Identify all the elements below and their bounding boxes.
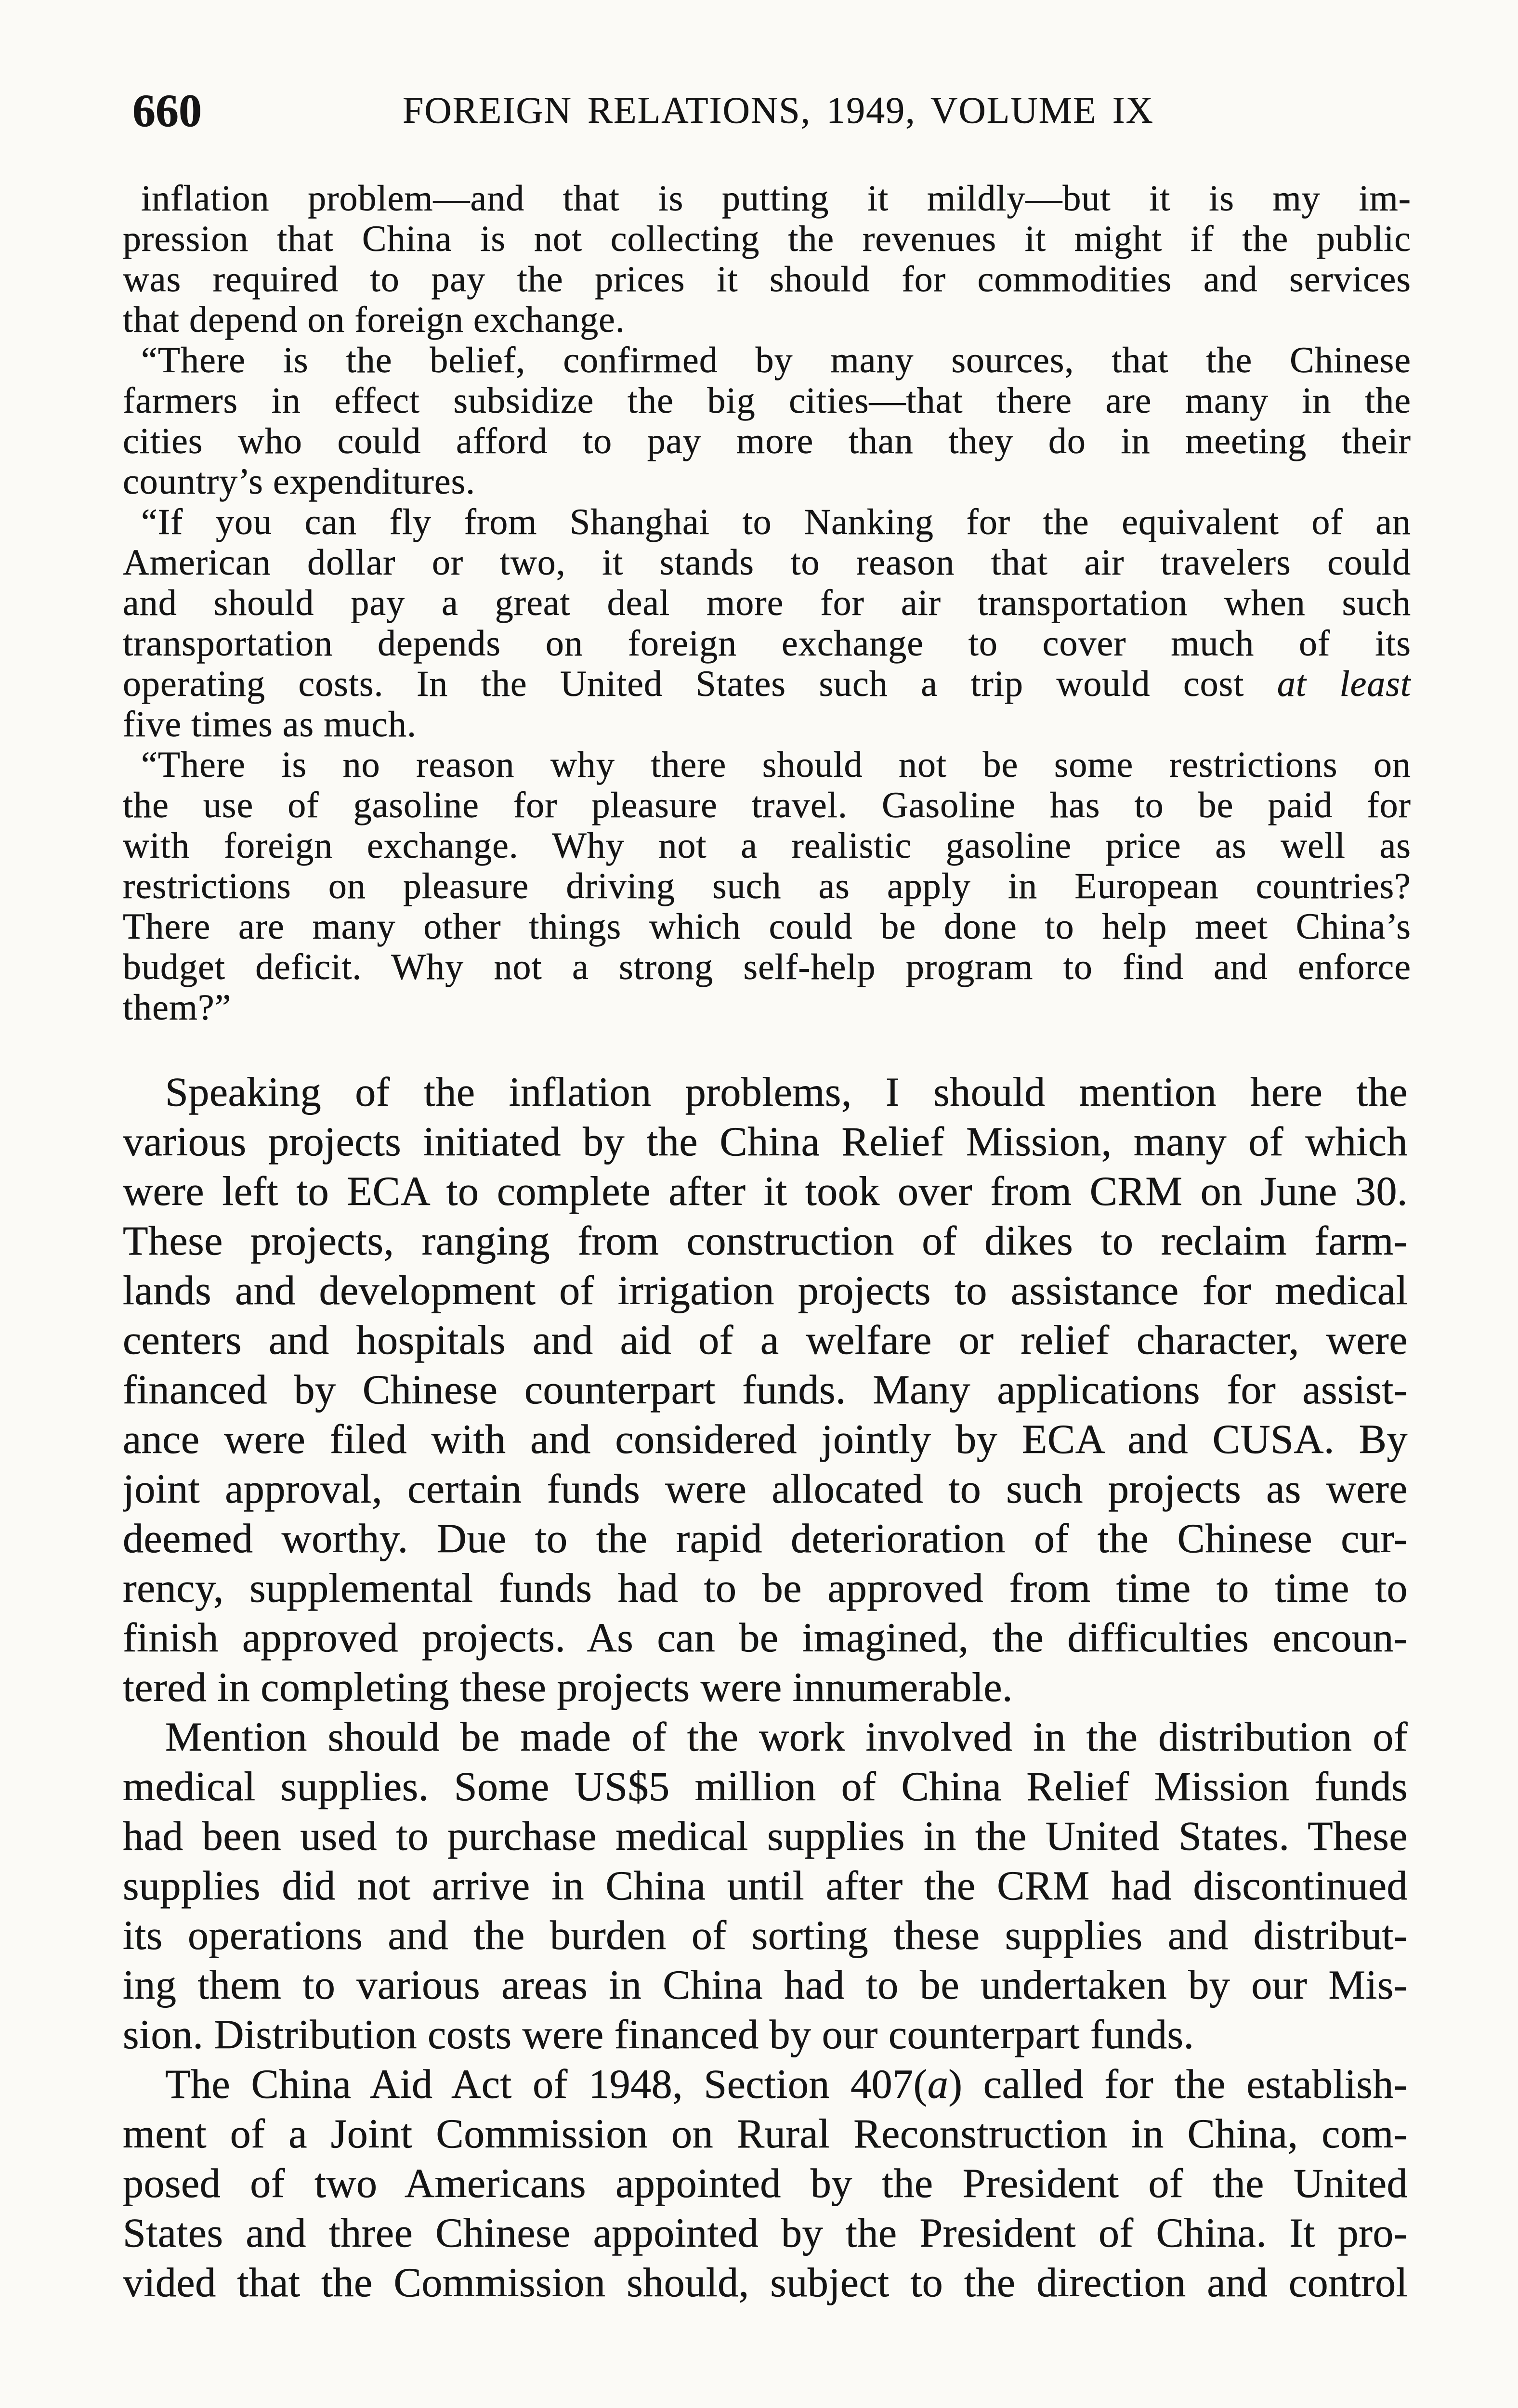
quote-line: the use of gasoline for pleasure travel. Gasoline has to be paid for: [123, 785, 1411, 825]
body-paragraph: [123, 1067, 1408, 1712]
quoted-paragraph: [123, 745, 1411, 1028]
quote-line: country’s expenditures.: [123, 461, 476, 502]
quote-line: with foreign exchange. Why not a realistic gasoline price as well as: [123, 825, 1411, 866]
body-line: its operations and the burden of sorting these supplies and distribut-: [123, 1912, 1408, 1958]
quote-line: that depend on foreign exchange.: [123, 300, 625, 340]
body-line: sion. Distribution costs were financed by our counterpart funds.: [123, 2011, 1194, 2057]
quote-line: was required to pay the prices it should for commodities and services: [123, 259, 1411, 300]
body-line: deemed worthy. Due to the rapid deterioration of the Chinese cur-: [123, 1515, 1408, 1561]
quote-line: cities who could afford to pay more than they do in meeting their: [123, 421, 1411, 461]
page-number: 660: [132, 85, 202, 136]
body-line: Speaking of the inflation problems, I should mention here the: [165, 1069, 1408, 1115]
quote-line: pression that China is not collecting the revenues it might if the public: [123, 219, 1411, 259]
quoted-paragraph: [123, 178, 1411, 340]
quote-line: budget deficit. Why not a strong self-help program to find and enforce: [123, 947, 1411, 987]
quoted-paragraph: [123, 502, 1411, 745]
quoted-paragraph: [123, 340, 1411, 502]
body-line: finish approved projects. As can be imagined, the difficulties encoun-: [123, 1614, 1408, 1661]
quote-line: There are many other things which could be done to help meet China’s: [123, 906, 1411, 947]
body-line: rency, supplemental funds had to be approved from time to time to: [123, 1565, 1408, 1611]
body-line: were left to ECA to complete after it took over from CRM on June 30.: [123, 1168, 1408, 1214]
body-line: had been used to purchase medical supplies in the United States. These: [123, 1813, 1408, 1859]
body-line: ment of a Joint Commission on Rural Reconstruction in China, com-: [123, 2110, 1408, 2157]
body-line: centers and hospitals and aid of a welfare or relief character, were: [123, 1317, 1408, 1363]
body-line: Mention should be made of the work involved in the distribution of: [165, 1714, 1408, 1760]
body-line: vided that the Commission should, subject to the direction and control: [123, 2259, 1408, 2305]
body-line: States and three Chinese appointed by the President of China. It pro-: [123, 2210, 1408, 2256]
italic-emphasis: at least: [1277, 664, 1411, 704]
body-line: medical supplies. Some US$5 million of China Relief Mission funds: [123, 1763, 1408, 1809]
quote-line: inflation problem—and that is putting it mildly—but it is my im-: [141, 178, 1411, 219]
italic-emphasis: a: [927, 2061, 949, 2107]
body-line: tered in completing these projects were innumerable.: [123, 1664, 1013, 1710]
body-line: posed of two Americans appointed by the President of the United: [123, 2160, 1408, 2206]
body-line-text: The China Aid Act of 1948, Section 407(: [165, 2061, 928, 2107]
body-paragraph: [123, 1712, 1408, 2059]
body-line: ing them to various areas in China had to be undertaken by our Mis-: [123, 1962, 1408, 2008]
body-line: ance were filed with and considered jointly by ECA and CUSA. By: [123, 1416, 1408, 1462]
quote-line: American dollar or two, it stands to reason that air travelers could: [123, 542, 1411, 583]
body-line: various projects initiated by the China Relief Mission, many of which: [123, 1118, 1408, 1165]
quote-line: farmers in effect subsidize the big cities—that there are many in the: [123, 380, 1411, 421]
body-line: [123, 2059, 1408, 2109]
body-line: financed by Chinese counterpart funds. Many applications for assist-: [123, 1366, 1408, 1413]
quote-line: “There is no reason why there should not be some restrictions on: [141, 745, 1411, 785]
quote-line-text: operating costs. In the United States such a trip would cost: [123, 664, 1277, 704]
body-line: lands and development of irrigation projects to assistance for medical: [123, 1267, 1408, 1313]
body-paragraph: [123, 2059, 1408, 2307]
body-line: These projects, ranging from construction of dikes to reclaim farm-: [123, 1217, 1408, 1264]
quote-line: transportation depends on foreign exchange to cover much of its: [123, 623, 1411, 664]
quote-line: restrictions on pleasure driving such as apply in European countries?: [123, 866, 1411, 906]
quote-line: them?”: [123, 987, 232, 1028]
quote-line: “There is the belief, confirmed by many sources, that the Chinese: [141, 340, 1411, 380]
quote-line: five times as much.: [123, 704, 417, 745]
body-line: joint approval, certain funds were allocated to such projects as were: [123, 1466, 1408, 1512]
body-text: [123, 1067, 1408, 2307]
body-line-text: ) called for the establish-: [948, 2061, 1408, 2107]
body-line: supplies did not arrive in China until after the CRM had discontinued: [123, 1862, 1408, 1909]
quote-line: “If you can fly from Shanghai to Nanking for the equivalent of an: [141, 502, 1411, 542]
running-title: FOREIGN RELATIONS, 1949, VOLUME IX: [403, 89, 1154, 131]
quoted-statement: [123, 178, 1411, 1028]
quote-line: [123, 664, 1411, 704]
quote-line: and should pay a great deal more for air transportation when such: [123, 583, 1411, 623]
